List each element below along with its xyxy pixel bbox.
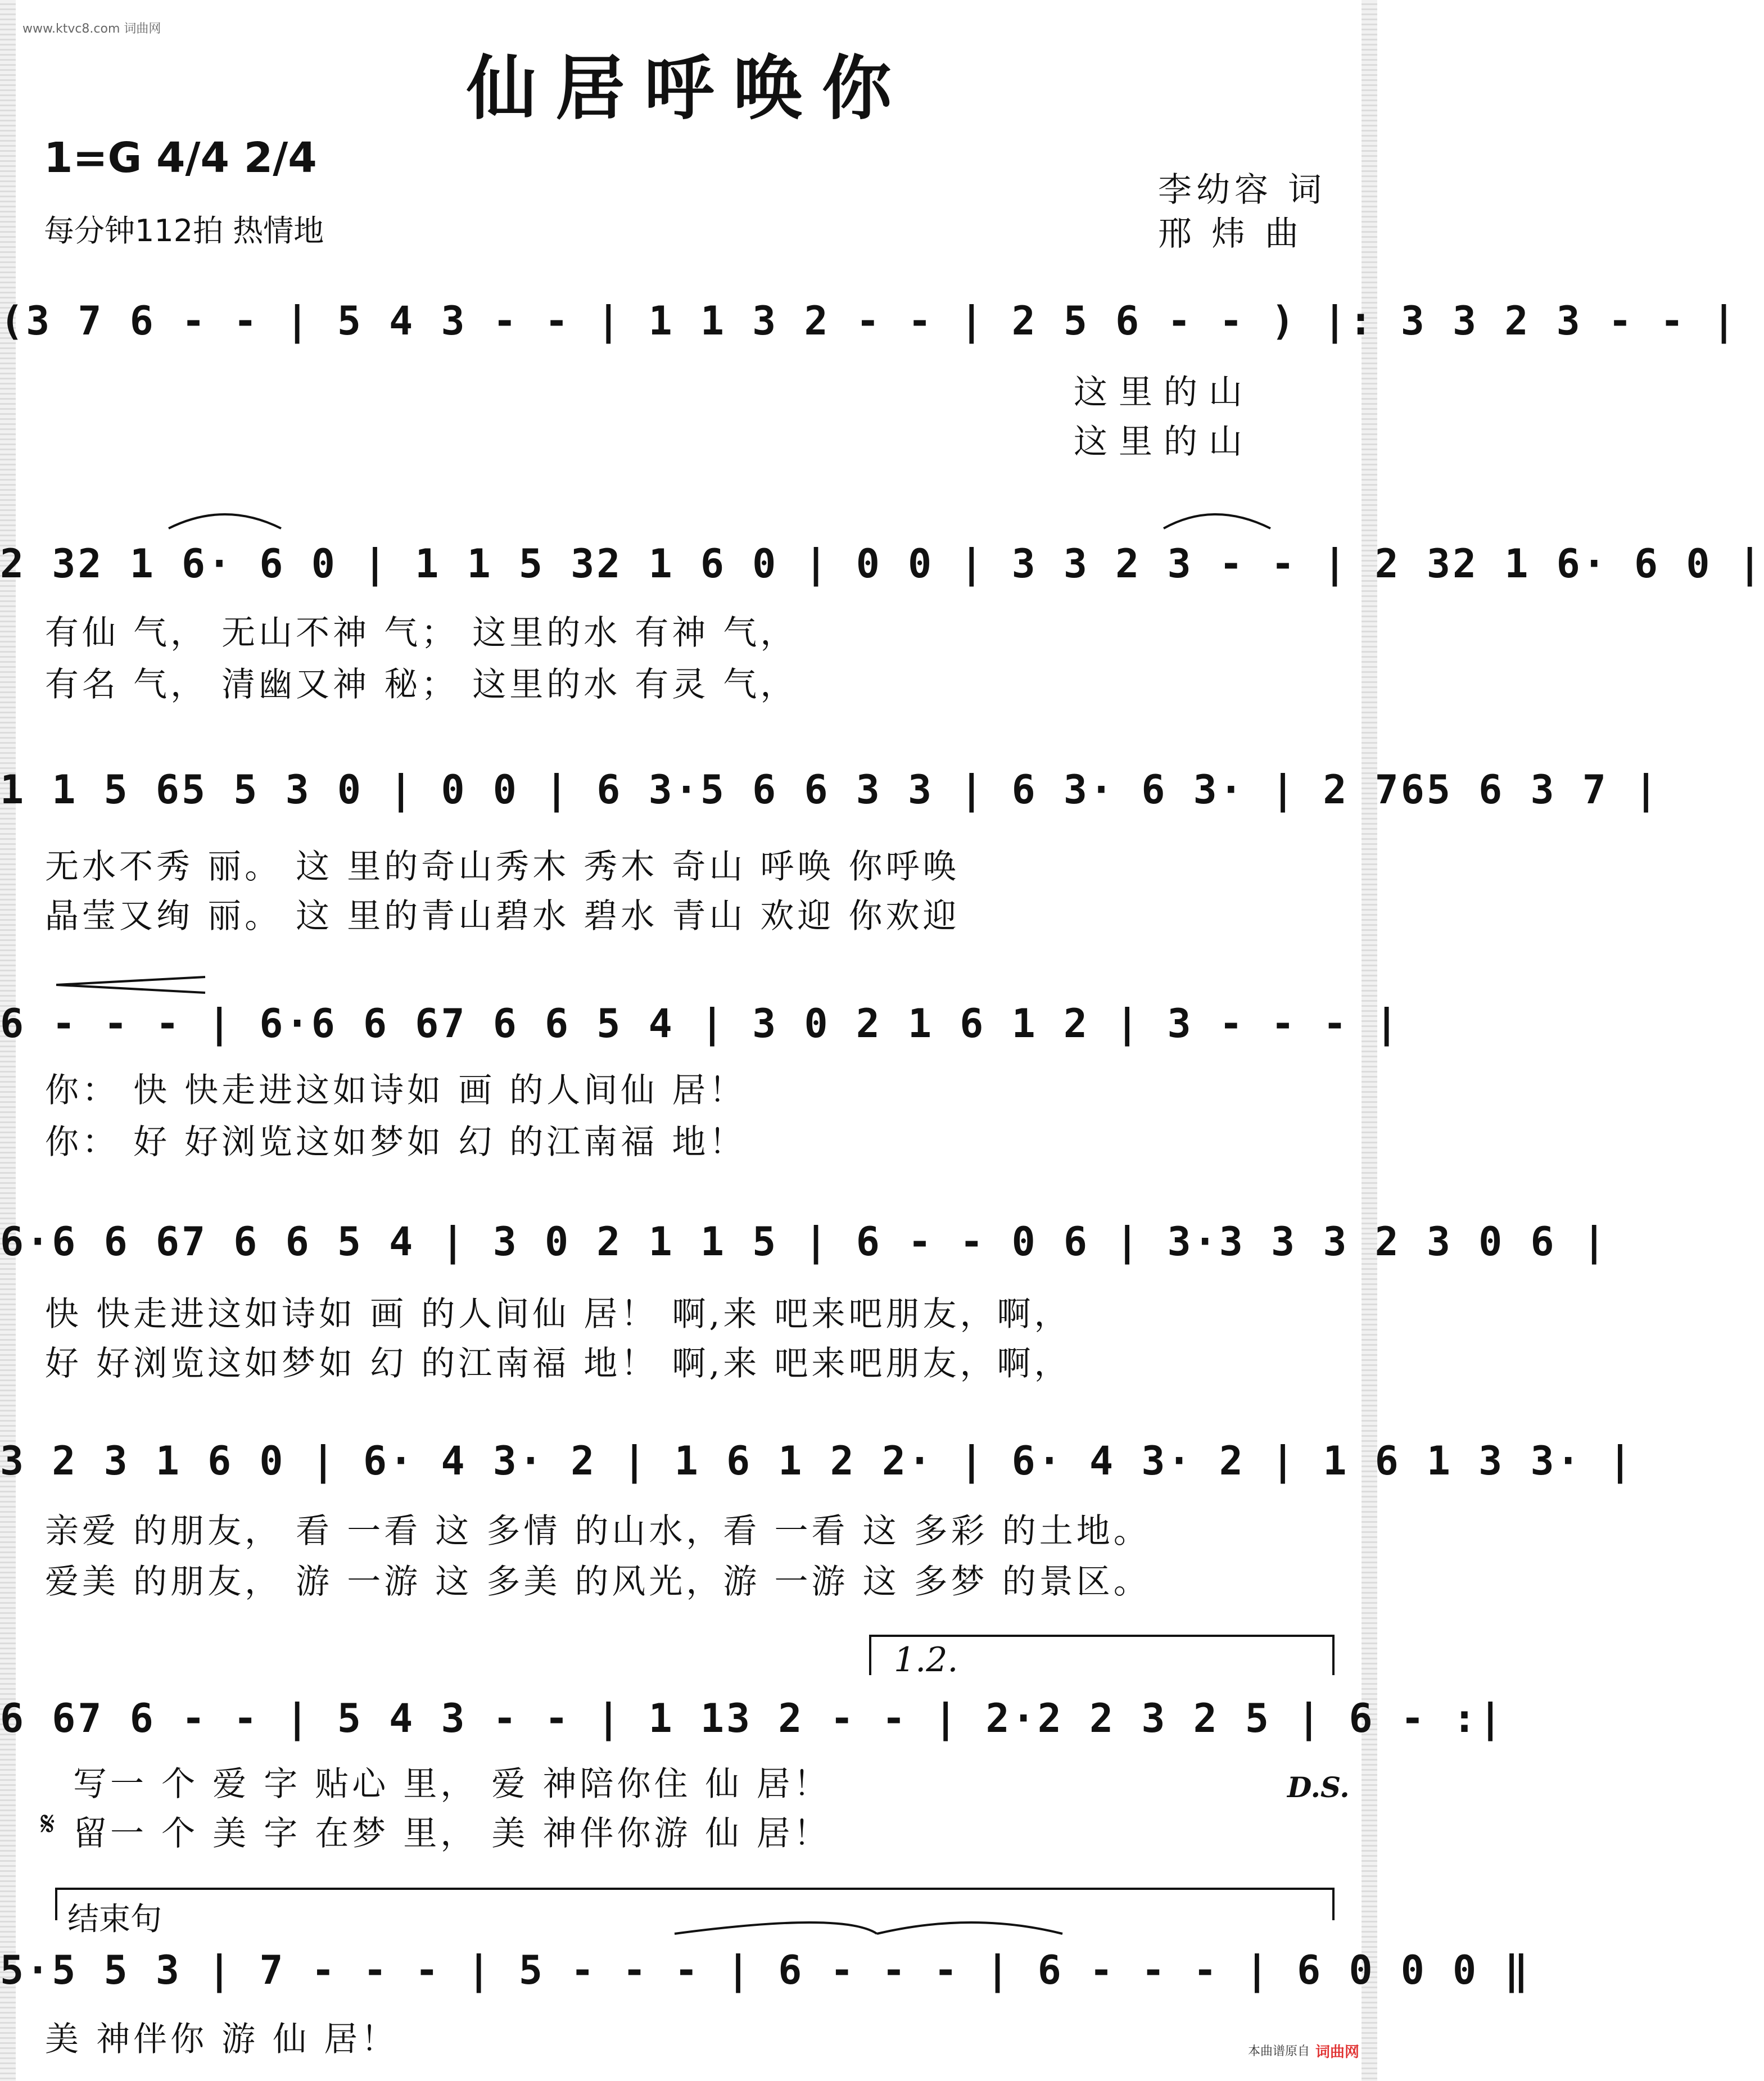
system-2-lyrics-verse-1: 有仙 气， 无山不神 气； 这里的水 有神 气， [45, 613, 798, 653]
footer-note: 本曲谱原自 [1248, 2044, 1310, 2059]
system-5-lyrics-verse-1: 快 快走进这如诗如 画 的人间仙 居！ 啊,来 吧来吧朋友，啊， [45, 1295, 1071, 1334]
system-6-lyrics-verse-1: 亲爱 的朋友， 看 一看 这 多情 的山水，看 一看 这 多彩 的土地。 [45, 1512, 1151, 1551]
system-7-lyrics-verse-2: 留一 个 美 字 在梦 里， 美 神伴你游 仙 居！ [73, 1814, 831, 1853]
slur [877, 1922, 1062, 1934]
coda-bracket [56, 1889, 1333, 1920]
system-6-lyrics-verse-2: 爱美 的朋友， 游 一游 这 多美 的风光，游 一游 这 多梦 的景区。 [45, 1562, 1151, 1602]
slur [169, 514, 281, 528]
crescendo-hairpin [56, 977, 205, 993]
tempo-marking: 每分钟112拍 热情地 [44, 213, 324, 248]
system-7-lyrics-verse-1: 写一 个 爱 字 贴心 里， 爱 神陪你住 仙 居！ [73, 1765, 831, 1804]
system-1-lyrics-verse-1: 这里的山 [1074, 373, 1254, 412]
system-4-notes: 6 - - - | 6·6 6 67 6 6 5 4 | 3 0 2 1 6 1 2 | 3 - - - | [0, 1001, 1401, 1047]
system-7-notes: 6 67 6 - - | 5 4 3 - - | 1 13 2 - - | 2·2 2 3 2 5 | 6 - :| [0, 1695, 1505, 1741]
system-5-lyrics-verse-2: 好 好浏览这如梦如 幻 的江南福 地！ 啊,来 吧来吧朋友，啊， [45, 1344, 1071, 1383]
system-4-lyrics-verse-2: 你： 好 好浏览这如梦如 幻 的江南福 地！ [45, 1123, 747, 1162]
system-2-lyrics-verse-2: 有名 气， 清幽又神 秘； 这里的水 有灵 气， [45, 665, 798, 704]
system-8-notes: 5·5 5 3 | 7 - - - | 5 - - - | 6 - - - | 6 - - - | 6 0 0 0 ‖ [0, 1947, 1531, 1993]
site-logo: 词曲网 [1315, 2044, 1360, 2061]
system-6-notes: 3 2 3 1 6 0 | 6· 4 3· 2 | 1 6 1 2 2· | 6· 4 3· 2 | 1 6 1 3 3· | [0, 1438, 1635, 1484]
volta-bracket [870, 1636, 1333, 1675]
coda-label: 结束句 [67, 1901, 162, 1938]
slur [675, 1922, 877, 1934]
system-5-notes: 6·6 6 67 6 6 5 4 | 3 0 2 1 1 5 | 6 - - 0 6 | 3·3 3 3 2 3 0 6 | [0, 1219, 1608, 1265]
segno-sign: 𝄋 [40, 1804, 55, 1844]
system-8-lyrics: 美 神伴你 游 仙 居！ [45, 2020, 399, 2059]
system-3-lyrics-verse-2: 晶莹又绚 丽。 这 里的青山碧水 碧水 青山 欢迎 你欢迎 [45, 897, 960, 936]
key-time-signature: 1=G 4/4 2/4 [44, 134, 317, 182]
system-3-lyrics-verse-1: 无水不秀 丽。 这 里的奇山秀木 秀木 奇山 呼唤 你呼唤 [45, 847, 960, 886]
system-1-notes: (3 7 6 - - | 5 4 3 - - | 1 1 3 2 - - | 2 5 6 - - ) |: 3 3 2 3 - - | [0, 298, 1738, 344]
lyricist-credit: 李幼容 词 [1158, 170, 1327, 210]
system-3-notes: 1 1 5 65 5 3 0 | 0 0 | 6 3·5 6 6 3 3 | 6 3· 6 3· | 2 765 6 3 7 | [0, 767, 1661, 813]
system-2-notes: 2 32 1 6· 6 0 | 1 1 5 32 1 6 0 | 0 0 | 3 3 2 3 - - | 2 32 1 6· 6 0 | [0, 541, 1764, 587]
system-1-lyrics-verse-2: 这里的山 [1074, 422, 1254, 462]
source-watermark: www.ktvc8.com 词曲网 [22, 22, 161, 36]
composer-credit: 邢 炜 曲 [1158, 214, 1304, 254]
volta-label: 1.2. [894, 1640, 958, 1680]
dal-segno-mark: D.S. [1287, 1771, 1350, 1804]
song-title: 仙居呼唤你 [466, 48, 911, 129]
slur [1164, 514, 1270, 528]
system-4-lyrics-verse-1: 你： 快 快走进这如诗如 画 的人间仙 居！ [45, 1071, 747, 1110]
